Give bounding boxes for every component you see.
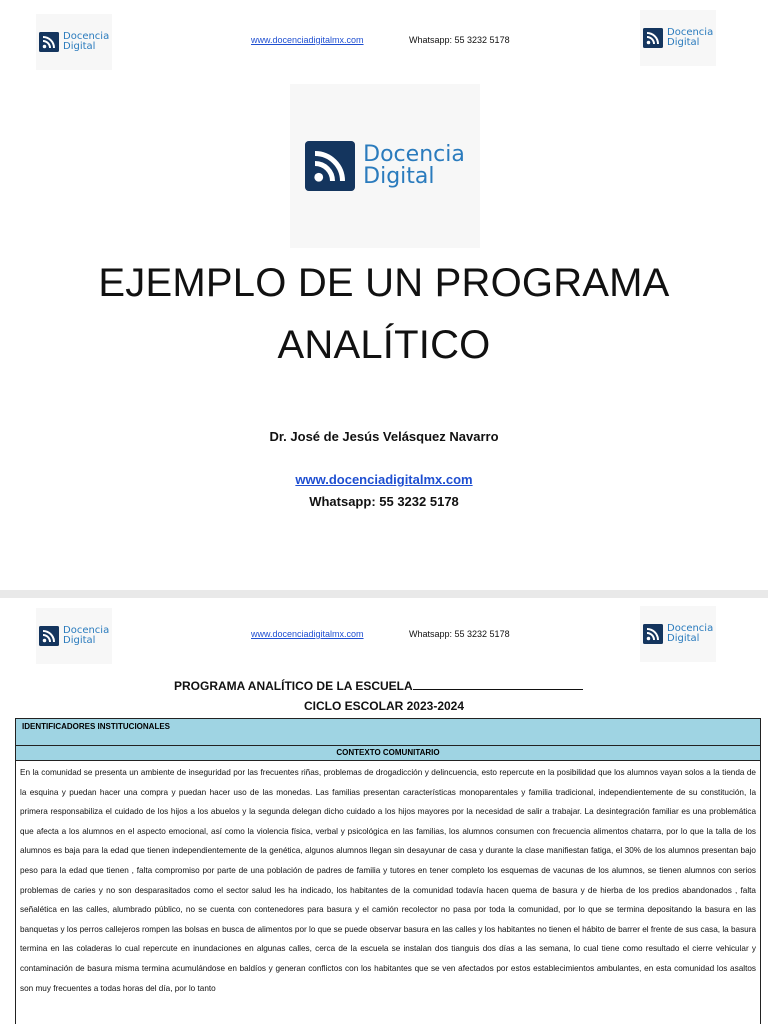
program-table xyxy=(15,718,761,1024)
cover-logo xyxy=(290,84,480,248)
school-cycle: CICLO ESCOLAR 2023-2024 xyxy=(303,699,465,713)
header-logo-right xyxy=(640,10,716,66)
logo-wordmark: Docencia Digital xyxy=(63,624,110,646)
program-page xyxy=(0,598,768,1024)
school-name-blank xyxy=(413,678,583,690)
program-title: PROGRAMA ANALÍTICO DE LA ESCUELA xyxy=(174,678,583,693)
docencia-digital-logo-icon xyxy=(39,626,59,646)
document-title: EJEMPLO DE UN PROGRAMA ANALÍTICO xyxy=(98,261,670,367)
logo-wordmark: Docencia Digital xyxy=(363,141,465,189)
identifiers-header: IDENTIFICADORES INSTITUCIONALES xyxy=(16,719,760,746)
logo-wordmark: Docencia Digital xyxy=(667,26,714,48)
header-logo-left xyxy=(36,608,112,664)
context-text: En la comunidad se presenta un ambiente de inseguridad por las frecuentes riñas, problemas de drogadicción y delincuencia, esto repercute en la posibilidad que los alumnos vayan solos a la tienda de la esquina y puedan hacer una compra y puedan hacer uso de las monedas. Las familias presentan características monoparentales y familia tradicional, independientemente de su constitución, la primera responsabiliza el cuidado de los hijos a los abuelos y la segunda delegan dicho cuidado a los hijos mayores por la necesidad de salir a trabajar. La desintegración familiar es una problemática que afecta a los alumnos en el aspecto emocional, así como la violencia física, verbal y psicológica en las familias, los alumnos consumen con frecuencia alimentos chatarra, por lo que la talla de los alumnos es baja para la edad que tienen independientemente de la genética, algunos alumnos llegan sin desayunar de casa y durante la clase manifiestan fatiga, el 30% de los alumnos presentan bajo peso para la edad que tienen , falta compromiso por parte de una población de padres de familia y tutores en tener completo los esquemas de vacunas de los alumnos, se tienen alumnos con serios problemas de caries y no son desparasitados como el sector salud les ha indicado, los habitantes de la comunidad todavía hacen quema de basura y de hierba de los predios abandonados , falta señalética en las calles, alumbrado público, no se cuenta con contenedores para basura y el camión recolector no pasa por toda la comunidad, por lo que se termina depositando la basura en las banquetas y los perros callejeros rompen las bolsas en busca de alimentos por lo que se puede observar basura en las calles y los habitantes no tienen el hábito de barrer el frente de sus casa, la basura termina en las coladeras lo cual repercute en inundaciones en algunas calles, cerca de la escuela se instalan dos tianguis dos días a las semana, lo cual tiene como resultado el cierre vehicular y contaminación de basura misma termina acumulándose en baldíos y generan conflictos con los habitantes que se ven afectados por estos establecimientos ambulantes, en esta comunidad los asaltos son muy frecuentes a todas horas del día, por lo tanto xyxy=(20,768,756,993)
header-whatsapp: Whatsapp: 55 3232 5178 xyxy=(409,35,510,45)
docencia-digital-logo-icon xyxy=(305,141,355,191)
whatsapp-contact: Whatsapp: 55 3232 5178 xyxy=(309,494,459,509)
logo-wordmark: Docencia Digital xyxy=(63,30,110,52)
website-link[interactable]: www.docenciadigitalmx.com xyxy=(295,472,473,487)
context-header: CONTEXTO COMUNITARIO xyxy=(16,746,760,761)
header-website-link[interactable]: www.docenciadigitalmx.com xyxy=(251,35,364,45)
docencia-digital-logo-icon xyxy=(643,624,663,644)
header-logo-right xyxy=(640,606,716,662)
logo-wordmark: Docencia Digital xyxy=(667,622,714,644)
docencia-digital-logo-icon xyxy=(643,28,663,48)
author-name: Dr. José de Jesús Velásquez Navarro xyxy=(269,429,499,444)
docencia-digital-logo-icon xyxy=(39,32,59,52)
header-whatsapp: Whatsapp: 55 3232 5178 xyxy=(409,629,510,639)
header-website-link[interactable]: www.docenciadigitalmx.com xyxy=(251,629,364,639)
header-logo-left xyxy=(36,14,112,70)
